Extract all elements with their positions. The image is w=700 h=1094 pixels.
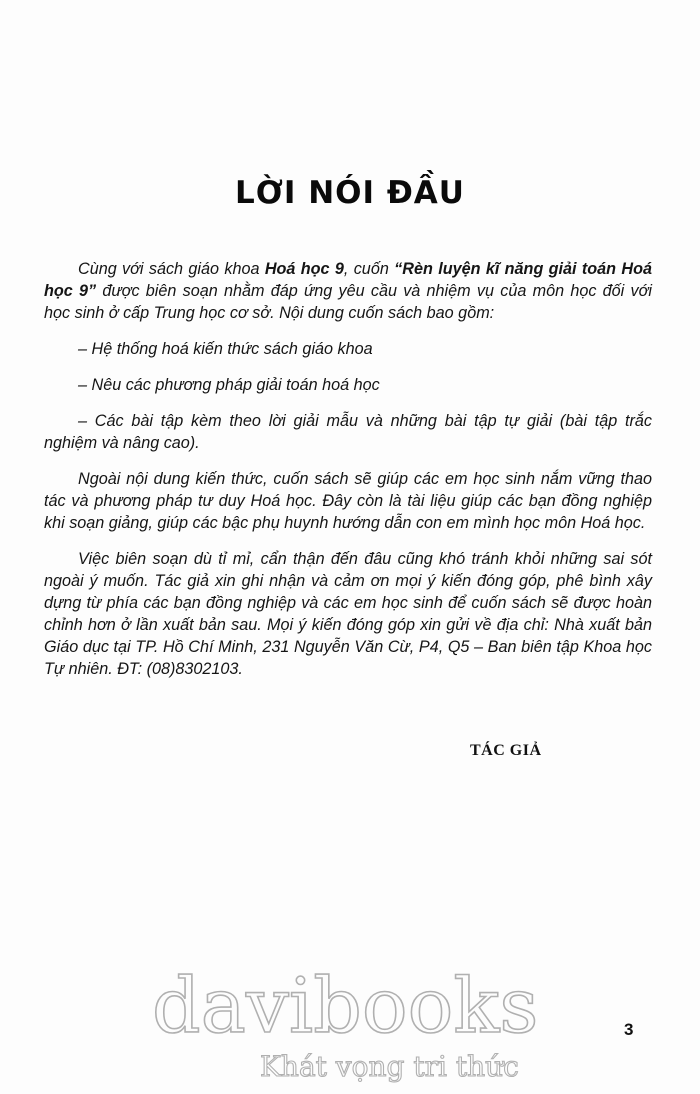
intro-book-name: Hoá học 9: [264, 260, 344, 278]
list-item-exercises: – Các bài tập kèm theo lời giải mẫu và những bài tập tự giải (bài tập trắc nghiệm và nâng cao).: [44, 412, 652, 452]
page-number: 3: [624, 1020, 634, 1039]
watermark-brand: davibooks: [152, 961, 539, 1050]
intro-book-title: “Rèn luyện kĩ năng giải toán Hoá học 9”: [44, 260, 652, 300]
paragraph-feedback: Việc biên soạn dù tỉ mỉ, cẩn thận đến đâu cũng khó tránh khỏi những sai sót ngoài ý muốn. Tác giả xin ghi nhận và cảm ơn mọi ý kiến đóng góp, phê bình xây dựng từ phía các bạn đồng nghiệp và các em học sinh để cuốn sách sẽ được hoàn chỉnh hơn ở lần xuất bản sau. Mọi ý kiến đóng góp xin gửi về địa chỉ: Nhà xuất bản Giáo dục tại TP. Hồ Chí Minh, 231 Nguyễn Văn Cừ, P4, Q5 – Ban biên tập Khoa học Tự nhiên. ĐT: (08)8302103.: [44, 550, 652, 678]
page-title: LỜI NÓI ĐẦU: [235, 175, 465, 211]
intro-text-post: được biên soạn nhằm đáp ứng yêu cầu và nhiệm vụ của môn học đối với học sinh ở cấp Trung học cơ sở. Nội dung cuốn sách bao gồm:: [44, 282, 653, 322]
list-item-methods: – Nêu các phương pháp giải toán hoá học: [78, 376, 380, 394]
preface-body: [44, 258, 652, 694]
watermark-logo: [150, 950, 570, 1090]
author-signature: TÁC GIẢ: [470, 742, 542, 759]
intro-text-pre: Cùng với sách giáo khoa: [78, 260, 265, 278]
paragraph-purpose: Ngoài nội dung kiến thức, cuốn sách sẽ giúp các em học sinh nắm vững thao tác và phương pháp tư duy Hoá học. Đây còn là tài liệu giúp các bạn đồng nghiệp khi soạn giảng, giúp các bậc phụ huynh hướng dẫn con em mình học môn Hoá học.: [44, 470, 652, 532]
list-item-knowledge: – Hệ thống hoá kiến thức sách giáo khoa: [78, 340, 373, 358]
intro-text-mid: , cuốn: [343, 260, 395, 278]
paragraph-intro: [44, 258, 652, 324]
watermark-slogan: Khát vọng tri thức: [260, 1050, 519, 1083]
